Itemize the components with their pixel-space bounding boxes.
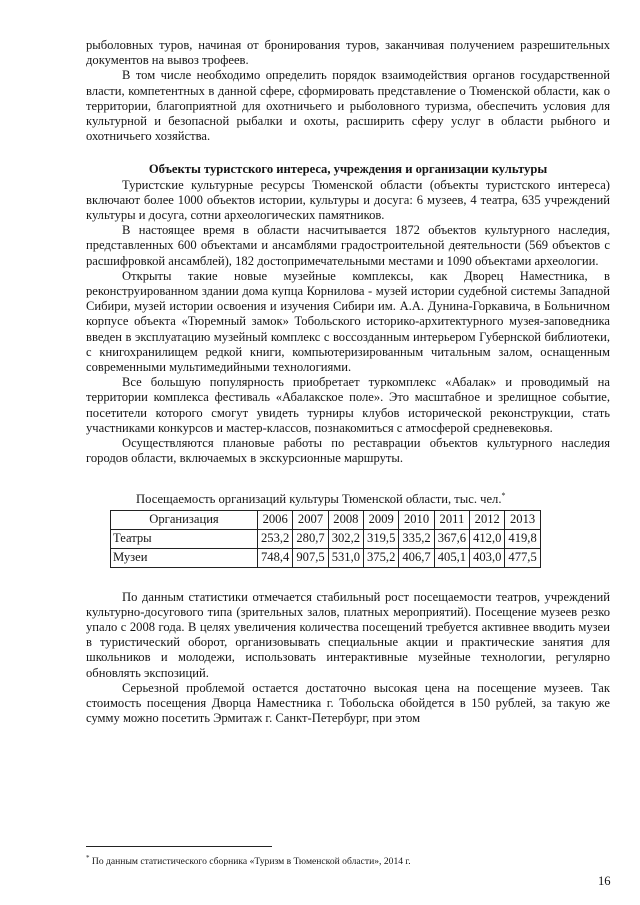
header-cell: 2013: [505, 510, 540, 529]
table-header-row: [111, 510, 541, 529]
table-cell: 748,4: [258, 548, 293, 567]
footnote-mark: *: [86, 854, 90, 862]
paragraph: Серьезной проблемой остается достаточно высокая цена на посещение музеев. Так стоимость посещения Дворца Наместника г. Тобольска обойдется в 150 рублей, за такую же сумму можно посетить Эрмитаж г. Санкт-Петербург, при этом: [86, 680, 610, 726]
table-cell: 253,2: [258, 529, 293, 548]
paragraph: По данным статистики отмечается стабильный рост посещаемости театров, учреждений культурно-досугового типа (зрительных залов, платных мероприятий). Посещение музеев резко упало с 2008 года. В целях увеличения количества посещений требуется активнее вводить музеи в туристический оборот, организовывать специальные акции и практические занятия для школьников и молодежи, использовать интерактивные музейные технологии, регулярно обновлять экспозиций.: [86, 589, 610, 680]
paragraph: Осуществляются плановые работы по реставрации объектов культурного наследия городов области, включаемых в экскурсионные маршруты.: [86, 436, 610, 466]
table-caption: [136, 488, 610, 507]
table-cell: 907,5: [293, 548, 328, 567]
table-row: [111, 548, 541, 567]
paragraph: В настоящее время в области насчитывается 1872 объектов культурного наследия, представленных 600 объектами и ансамблями градостроительной деятельности (569 объектов с расшифровкой ансамблей), 182 достопримечательными местами и 1090 объектами археологии.: [86, 223, 610, 268]
table-cell: 419,8: [505, 529, 540, 548]
table-row: [111, 529, 541, 548]
header-cell: 2007: [293, 510, 328, 529]
header-cell: 2012: [470, 510, 505, 529]
page-body: [86, 38, 610, 727]
table-cell: 477,5: [505, 548, 540, 567]
header-cell: 2006: [258, 510, 293, 529]
section-heading: Объекты туристского интереса, учреждения и организации культуры: [148, 162, 548, 177]
table-cell: 367,6: [434, 529, 469, 548]
paragraph: рыболовных туров, начиная от бронирования туров, заканчивая получением разрешительных документов на вывоз трофеев.: [86, 38, 610, 68]
table-cell: 335,2: [399, 529, 434, 548]
table-cell: Музеи: [111, 548, 258, 567]
footnote: [86, 852, 411, 868]
table-cell: 302,2: [328, 529, 363, 548]
page-number: 16: [598, 874, 611, 888]
table-cell: 280,7: [293, 529, 328, 548]
paragraph: В том числе необходимо определить порядок взаимодействия органов государственной власти, компетентных в данной сфере, сформировать представление о Тюменской области, как о территории, благоприятной для охотничьего и рыболовного туризма, обеспечить условия для культурной и безопасной рыбалки и охоты, расширить сферу услуг в области рыбного и охотничьего хозяйства.: [86, 68, 610, 144]
table-caption-text: Посещаемость организаций культуры Тюменской области, тыс. чел.: [136, 492, 502, 507]
table-cell: Театры: [111, 529, 258, 548]
attendance-table: [110, 510, 541, 568]
table-cell: 412,0: [470, 529, 505, 548]
header-cell: Организация: [111, 510, 258, 529]
table-cell: 403,0: [470, 548, 505, 567]
header-cell: 2008: [328, 510, 363, 529]
table-cell: 531,0: [328, 548, 363, 567]
footnote-reference: *: [501, 491, 506, 501]
paragraph: Туристские культурные ресурсы Тюменской области (объекты туристского интереса) включают более 1000 объектов истории, культуры и досуга: 6 музеев, 4 театра, 635 учреждений культуры и досуга, сотни археологических памятников.: [86, 177, 610, 223]
table-cell: 405,1: [434, 548, 469, 567]
footnote-divider: [86, 846, 272, 847]
table-cell: 319,5: [364, 529, 399, 548]
footnote-text: По данным статистического сборника «Туризм в Тюменской области», 2014 г.: [91, 856, 411, 868]
table-cell: 406,7: [399, 548, 434, 567]
paragraph: Все большую популярность приобретает туркомплекс «Абалак» и проводимый на территории комплекса фестиваль «Абалакское поле». Это масштабное и зрелищное событие, посетители которого смогут увидеть турниры клубов исторической реконструкции, стать участниками конкурсов и мастер-классов, познакомиться с атмосферой средневековья.: [86, 375, 610, 435]
header-cell: 2010: [399, 510, 434, 529]
table-cell: 375,2: [364, 548, 399, 567]
header-cell: 2009: [364, 510, 399, 529]
paragraph: Открыты такие новые музейные комплексы, как Дворец Наместника, в реконструированном здании дома купца Корнилова - музей истории судебной системы Западной Сибири, музей истории освоения и изучения Сибири им. А.А. Дунина-Горкавича, в Больничном корпусе объекта «Тюремный замок» Тобольского историко-архитектурного музея-заповедника введен в эксплуатацию музейный комплекс с воссозданным интерьером Губернской библиотеки, с книгохранилищем редкой книги, компьютеризированным читальным залом, оснащенным современными мультимедийными технологиями.: [86, 268, 610, 375]
header-cell: 2011: [434, 510, 469, 529]
